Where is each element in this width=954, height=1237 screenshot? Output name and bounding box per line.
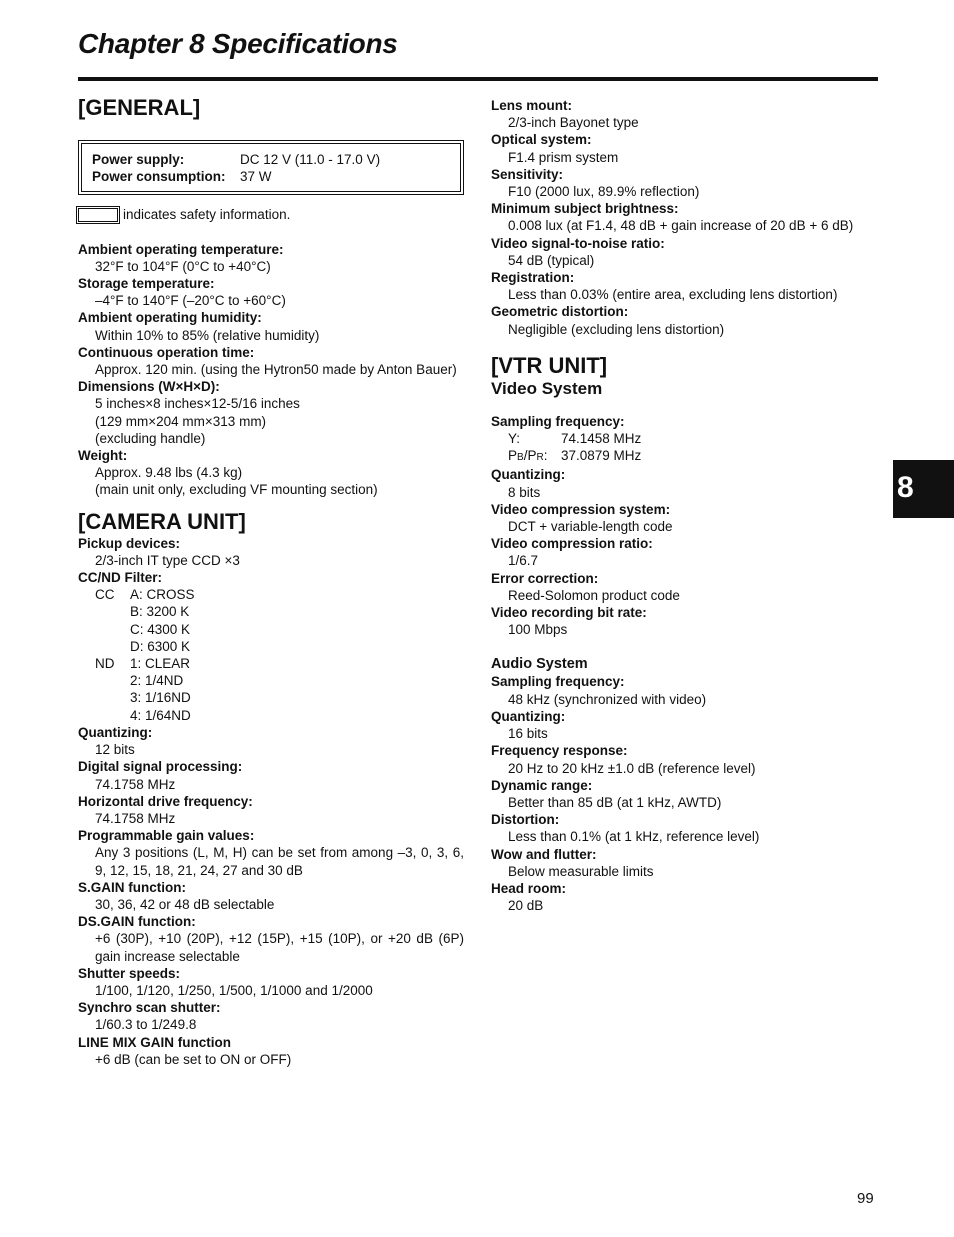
filter-group: ND bbox=[95, 656, 115, 672]
lens-specs bbox=[491, 97, 881, 338]
spec-label: Quantizing: bbox=[78, 724, 153, 740]
spec-value: Reed-Solomon product code bbox=[508, 587, 680, 603]
safety-box-icon bbox=[78, 208, 118, 222]
sampling-key-b: B bbox=[517, 452, 524, 464]
spec-value: DCT + variable-length code bbox=[508, 519, 673, 535]
power-value: DC 12 V (11.0 - 17.0 V) bbox=[240, 152, 381, 167]
spec-value: F1.4 prism system bbox=[508, 149, 619, 165]
general-heading: [GENERAL] bbox=[78, 95, 201, 120]
spec-label: CC/ND Filter: bbox=[78, 570, 162, 586]
spec-value: Any 3 positions (L, M, H) can be set from among –3, 0, 3, 6, 9, 12, 15, 18, 21, 24, 27 and 30 dB bbox=[95, 845, 464, 878]
spec-label: Video compression system: bbox=[491, 501, 671, 517]
spec-label: Lens mount: bbox=[491, 98, 572, 113]
filter-value: D: 6300 K bbox=[130, 638, 191, 654]
spec-label: Ambient operating humidity: bbox=[78, 310, 262, 326]
chapter-rule bbox=[78, 77, 878, 81]
spec-value: 20 Hz to 20 kHz ±1.0 dB (reference level) bbox=[508, 760, 756, 776]
filter-value: B: 3200 K bbox=[130, 604, 190, 620]
filter-row bbox=[95, 707, 464, 724]
spec-value: Approx. 120 min. (using the Hytron50 made by Anton Bauer) bbox=[95, 362, 457, 378]
spec-label: Geometric distortion: bbox=[491, 304, 629, 320]
spec-value: 48 kHz (synchronized with video) bbox=[508, 691, 707, 707]
spec-value: 12 bits bbox=[95, 742, 135, 758]
spec-label: Minimum subject brightness: bbox=[491, 201, 679, 217]
filter-list bbox=[78, 586, 464, 724]
sampling-key-colon: : bbox=[543, 448, 548, 464]
filter-row bbox=[95, 621, 464, 638]
spec-label: Quantizing: bbox=[491, 467, 566, 483]
filter-value: 4: 1/64ND bbox=[130, 707, 191, 723]
spec-label: Storage temperature: bbox=[78, 276, 215, 292]
vtr-heading: [VTR UNIT] bbox=[491, 352, 608, 378]
spec-value: –4°F to 140°F (–20°C to +60°C) bbox=[95, 293, 286, 309]
sampling-value: 74.1458 MHz bbox=[561, 431, 642, 447]
sampling-key: Y: bbox=[508, 431, 521, 447]
spec-label: Video recording bit rate: bbox=[491, 605, 647, 621]
sampling-value: 37.0879 MHz bbox=[561, 448, 642, 464]
sampling-row-pbpr bbox=[508, 447, 881, 466]
power-row bbox=[92, 151, 450, 168]
filter-value: 1: CLEAR bbox=[130, 656, 191, 672]
spec-label: Shutter speeds: bbox=[78, 965, 181, 981]
spec-label: Sampling frequency: bbox=[491, 674, 625, 690]
spec-label: Wow and flutter: bbox=[491, 846, 597, 862]
spec-value: +6 dB (can be set to ON or OFF) bbox=[95, 1051, 292, 1067]
spec-value: 0.008 lux (at F1.4, 48 dB + gain increase of 20 dB + 6 dB) bbox=[508, 218, 854, 234]
video-system-heading: Video System bbox=[491, 378, 603, 398]
power-label: Power supply: bbox=[92, 152, 185, 167]
spec-label: Digital signal processing: bbox=[78, 759, 243, 775]
filter-group: CC bbox=[95, 587, 115, 603]
sampling-key-p: P bbox=[508, 448, 518, 464]
spec-value: 20 dB bbox=[508, 898, 544, 914]
spec-label: Ambient operating temperature: bbox=[78, 241, 284, 257]
camera-heading: [CAMERA UNIT] bbox=[78, 508, 246, 534]
spec-label: S.GAIN function: bbox=[78, 879, 186, 895]
left-column bbox=[78, 95, 464, 1068]
spec-value: Below measurable limits bbox=[508, 863, 654, 879]
video-specs bbox=[491, 466, 881, 638]
spec-value: +6 (30P), +10 (20P), +12 (15P), +15 (10P), or +20 dB (6P) gain increase selectable bbox=[95, 931, 464, 964]
spec-label: Continuous operation time: bbox=[78, 344, 255, 360]
spec-value: 74.1758 MHz bbox=[95, 776, 176, 792]
spec-value: Within 10% to 85% (relative humidity) bbox=[95, 327, 320, 343]
spec-label: LINE MIX GAIN function bbox=[78, 1034, 231, 1050]
spec-label: Dimensions (W×H×D): bbox=[78, 379, 220, 395]
spec-label: Programmable gain values: bbox=[78, 828, 255, 844]
spec-label: Head room: bbox=[491, 880, 567, 896]
spec-value: Better than 85 dB (at 1 kHz, AWTD) bbox=[508, 794, 722, 810]
sampling-list bbox=[491, 430, 881, 466]
general-specs bbox=[78, 241, 464, 499]
spec-value: Approx. 9.48 lbs (4.3 kg) bbox=[95, 465, 243, 481]
filter-group bbox=[95, 707, 130, 724]
filter-row bbox=[95, 655, 464, 672]
spec-value: 54 dB (typical) bbox=[508, 252, 595, 268]
spec-value: Less than 0.03% (entire area, excluding lens distortion) bbox=[508, 287, 838, 303]
sampling-key bbox=[508, 447, 561, 466]
filter-row bbox=[95, 603, 464, 620]
filter-value: C: 4300 K bbox=[130, 621, 191, 637]
sampling-key-r: R bbox=[536, 452, 544, 464]
spec-label: Quantizing: bbox=[491, 708, 566, 724]
power-label: Power consumption: bbox=[92, 169, 226, 185]
filter-group bbox=[95, 603, 130, 620]
filter-value: A: CROSS bbox=[130, 587, 195, 603]
filter-value: 2: 1/4ND bbox=[130, 673, 184, 689]
spec-value: 2/3-inch IT type CCD ×3 bbox=[95, 552, 240, 568]
spec-label: Video signal-to-noise ratio: bbox=[491, 235, 665, 251]
power-row bbox=[92, 168, 450, 185]
spec-value: 16 bits bbox=[508, 726, 548, 742]
spec-label: Horizontal drive frequency: bbox=[78, 793, 253, 809]
camera-specs bbox=[78, 724, 464, 1068]
filter-row bbox=[95, 638, 464, 655]
chapter-tab: 8 bbox=[893, 460, 954, 518]
right-column bbox=[491, 97, 881, 914]
spec-value: 74.1758 MHz bbox=[95, 810, 176, 826]
spec-label: DS.GAIN function: bbox=[78, 914, 196, 930]
filter-row bbox=[95, 586, 464, 603]
filter-value: 3: 1/16ND bbox=[130, 690, 191, 706]
spec-label: Error correction: bbox=[491, 570, 599, 586]
spec-value: Less than 0.1% (at 1 kHz, reference level) bbox=[508, 829, 760, 845]
spec-value: Negligible (excluding lens distortion) bbox=[508, 321, 725, 337]
spec-label: Distortion: bbox=[491, 812, 560, 828]
spec-value: 1/100, 1/120, 1/250, 1/500, 1/1000 and 1/2000 bbox=[95, 982, 373, 998]
spec-value: F10 (2000 lux, 89.9% reflection) bbox=[508, 184, 700, 200]
filter-group bbox=[95, 672, 130, 689]
filter-group bbox=[95, 689, 130, 706]
spec-value: (main unit only, excluding VF mounting section) bbox=[95, 482, 378, 498]
spec-label: Sampling frequency: bbox=[491, 413, 625, 429]
spec-value: 1/60.3 to 1/249.8 bbox=[95, 1017, 197, 1033]
spec-label: Pickup devices: bbox=[78, 535, 181, 551]
spec-label: Dynamic range: bbox=[491, 777, 593, 793]
spec-value: 100 Mbps bbox=[508, 622, 568, 638]
audio-system-heading: Audio System bbox=[491, 656, 588, 673]
spec-value: 2/3-inch Bayonet type bbox=[508, 115, 639, 131]
filter-group bbox=[95, 621, 130, 638]
spec-value: 8 bits bbox=[508, 484, 541, 500]
chapter-title: Chapter 8 Specifications bbox=[78, 28, 398, 59]
safety-note bbox=[78, 206, 464, 223]
sampling-row-y bbox=[508, 430, 881, 447]
spec-value: 32°F to 104°F (0°C to +40°C) bbox=[95, 258, 271, 274]
filter-row bbox=[95, 672, 464, 689]
spec-label: Frequency response: bbox=[491, 743, 628, 759]
spec-label: Weight: bbox=[78, 448, 128, 464]
power-box bbox=[78, 140, 464, 195]
spec-label: Video compression ratio: bbox=[491, 536, 653, 552]
spec-value: (129 mm×204 mm×313 mm) bbox=[95, 413, 267, 429]
page-number: 99 bbox=[857, 1190, 874, 1207]
sampling-key-sep: /P bbox=[523, 448, 537, 464]
safety-note-text: indicates safety information. bbox=[123, 207, 291, 223]
spec-value: 1/6.7 bbox=[508, 553, 539, 569]
spec-value: 5 inches×8 inches×12-5/16 inches bbox=[95, 396, 300, 412]
spec-label: Synchro scan shutter: bbox=[78, 1000, 221, 1016]
filter-row bbox=[95, 689, 464, 706]
filter-group bbox=[95, 638, 130, 655]
spec-label: Registration: bbox=[491, 270, 575, 286]
spec-value: 30, 36, 42 or 48 dB selectable bbox=[95, 896, 275, 912]
power-value: 37 W bbox=[240, 169, 272, 185]
power-box-inner bbox=[81, 143, 461, 192]
spec-label: Sensitivity: bbox=[491, 166, 564, 182]
spec-label: Optical system: bbox=[491, 132, 592, 148]
spec-value: (excluding handle) bbox=[95, 430, 206, 446]
audio-specs bbox=[491, 673, 881, 914]
